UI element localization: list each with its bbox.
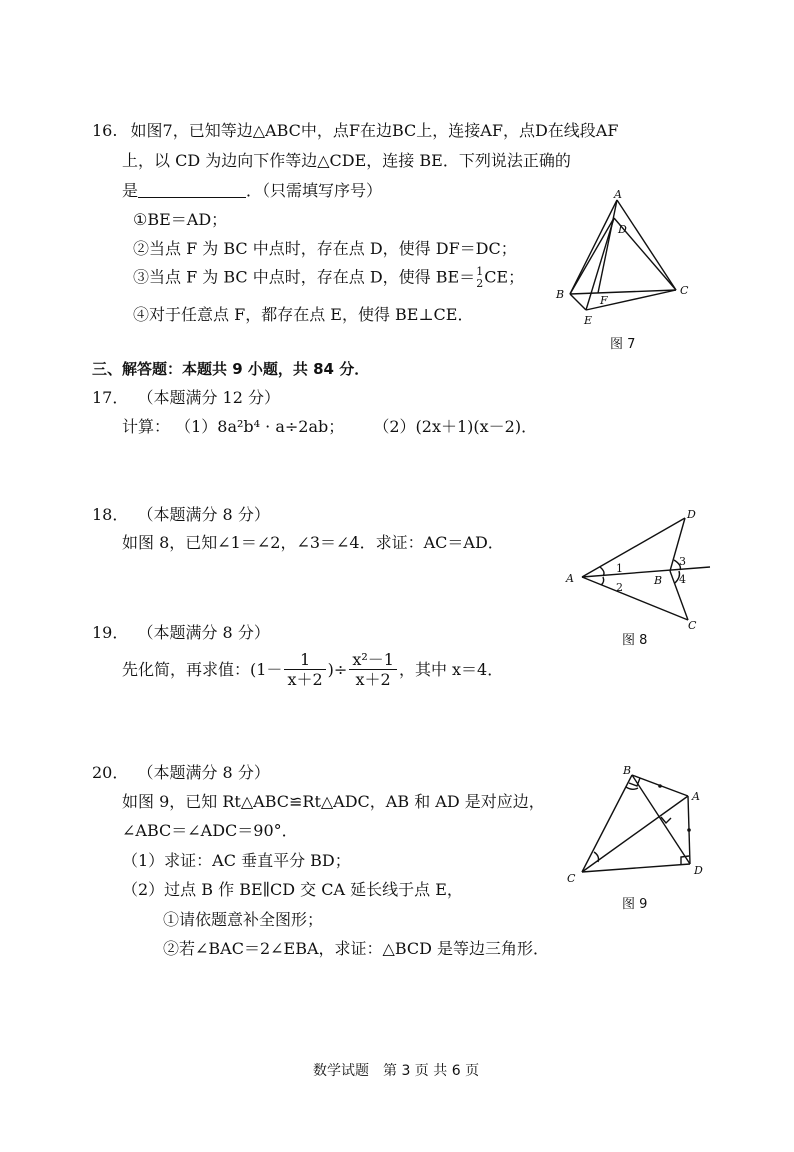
figure-8 xyxy=(560,505,720,635)
fig9-label-c: C xyxy=(567,872,576,885)
q16-option-3 xyxy=(133,266,524,289)
q19-prefix: 先化简，再求值：(1－ xyxy=(122,660,283,680)
q20-part-1: （1）求证：AC 垂直平分 BD； xyxy=(122,851,351,870)
q16-text-2: 上，以 CD 为边向下作等边△CDE，连接 BE．下列说法正确的 xyxy=(122,151,571,170)
fig9-diagonal-bd xyxy=(632,775,690,864)
fig9-label-b: B xyxy=(623,764,632,777)
fig8-label-2: 2 xyxy=(616,581,623,594)
fig8-segment-ac xyxy=(582,577,688,620)
fig7-label-b: B xyxy=(556,288,565,301)
q20-header xyxy=(92,765,270,781)
q16-option-4: ④对于任意点 F，都存在点 E，使得 BE⊥CE． xyxy=(133,305,474,324)
fig7-label-d: D xyxy=(618,223,627,236)
fig8-label-d: D xyxy=(687,508,696,521)
q20-text-2: ∠ABC＝∠ADC＝90°． xyxy=(122,821,298,840)
q16-option-2: ②当点 F 为 BC 中点时，存在点 D，使得 DF＝DC； xyxy=(133,239,517,258)
figure-7-caption: 图 7 xyxy=(610,337,636,352)
q17-part-1: （1）8a²b⁴ · a÷2ab； xyxy=(175,417,345,436)
q17-label: 计算： xyxy=(122,417,171,436)
q20-part-2: （2）过点 B 作 BE∥CD 交 CA 延长线于点 E， xyxy=(122,880,463,899)
q16-text-3-prefix: 是 xyxy=(122,181,139,200)
fig8-label-c: C xyxy=(688,619,697,632)
fig7-label-e: E xyxy=(584,314,593,327)
q20-sub-1: ①请依题意补全图形； xyxy=(163,910,324,929)
frac-numerator: x²－1 xyxy=(349,650,397,670)
fig9-edge-cd xyxy=(582,864,690,872)
fig9-angle-arc-c xyxy=(594,852,599,862)
fig9-angle-arc-b xyxy=(626,787,638,789)
figure-7 xyxy=(548,188,698,338)
q18-text: 如图 8，已知∠1＝∠2，∠3＝∠4．求证：AC＝AD． xyxy=(122,533,504,552)
fig8-angle-1-arc xyxy=(600,567,604,576)
fig8-label-3: 3 xyxy=(679,555,686,568)
section-3-title: 三、解答题：本题共 9 小题，共 84 分． xyxy=(92,360,370,378)
q20-score: （本题满分 8 分） xyxy=(137,763,270,782)
fig7-label-f: F xyxy=(600,294,608,307)
q16-line3 xyxy=(122,183,382,199)
q16-text-1: 如图7，已知等边△ABC中，点F在边BC上，连接AF，点D在线段AF xyxy=(130,121,619,140)
q17-header xyxy=(92,390,280,406)
frac-denominator: 2 xyxy=(476,276,484,290)
q17-body xyxy=(122,419,537,435)
fig9-tick-ad xyxy=(687,828,691,832)
fig7-edge-ac xyxy=(617,200,676,290)
q20-sub-2: ②若∠BAC＝2∠EBA，求证：△BCD 是等边三角形． xyxy=(163,939,550,958)
figure-8-caption: 图 8 xyxy=(622,633,648,648)
fig9-edge-bc xyxy=(582,775,632,872)
q18-number: 18． xyxy=(92,505,129,524)
q16-line1 xyxy=(92,123,618,139)
page-footer: 数学试题 第 3 页 共 6 页 xyxy=(313,1063,480,1079)
fig8-angle-2-arc xyxy=(601,577,604,585)
q19-number: 19． xyxy=(92,623,129,642)
q19-fraction-2 xyxy=(349,650,397,689)
figure-9 xyxy=(560,760,720,890)
q16-option-3-suffix: CE； xyxy=(484,267,525,287)
q18-score: （本题满分 8 分） xyxy=(137,505,270,524)
fig7-label-a: A xyxy=(614,188,622,201)
figure-9-caption: 图 9 xyxy=(622,897,648,912)
q16-number: 16. xyxy=(92,121,118,140)
q16-option-1: ①BE＝AD； xyxy=(133,210,228,229)
answer-blank[interactable] xyxy=(138,183,246,198)
frac-denominator: x＋2 xyxy=(287,670,323,690)
fig9-label-a: A xyxy=(692,790,700,803)
fig8-label-4: 4 xyxy=(679,573,686,586)
q19-expression xyxy=(122,650,503,689)
fig8-label-a: A xyxy=(566,572,574,585)
q19-header xyxy=(92,625,270,641)
fig8-segment-ad xyxy=(582,518,685,577)
q17-part-2: （2）(2x＋1)(x－2)． xyxy=(373,417,538,436)
q19-suffix: ，其中 x＝4． xyxy=(398,660,504,680)
fig7-label-c: C xyxy=(680,284,689,297)
q20-text-1: 如图 9，已知 Rt△ABC≌Rt△ADC，AB 和 AD 是对应边， xyxy=(122,792,545,811)
fig8-label-1: 1 xyxy=(616,562,623,575)
fig9-label-d: D xyxy=(694,864,703,877)
fig7-segment-bd xyxy=(570,218,614,294)
q16-option-3-fraction xyxy=(476,266,483,289)
frac-numerator: 1 xyxy=(284,650,325,670)
q18-header xyxy=(92,507,270,523)
q19-middle: )÷ xyxy=(327,660,348,680)
frac-numerator: 1 xyxy=(476,265,484,278)
fig7-segment-af xyxy=(598,200,617,293)
q16-option-3-prefix: ③当点 F 为 BC 中点时，存在点 D，使得 BE＝ xyxy=(133,267,476,287)
frac-denominator: x＋2 xyxy=(355,670,391,690)
fig7-segment-be xyxy=(570,294,586,310)
q17-score: （本题满分 12 分） xyxy=(137,388,281,407)
fig9-tick-ba xyxy=(658,784,662,788)
fig7-edge-ab xyxy=(570,200,617,294)
q19-score: （本题满分 8 分） xyxy=(137,623,270,642)
q19-fraction-1 xyxy=(284,650,325,689)
q20-number: 20． xyxy=(92,763,129,782)
fig8-label-b: B xyxy=(654,574,663,587)
q16-text-3-suffix: ．（只需填写序号） xyxy=(246,181,383,200)
q17-number: 17． xyxy=(92,388,129,407)
